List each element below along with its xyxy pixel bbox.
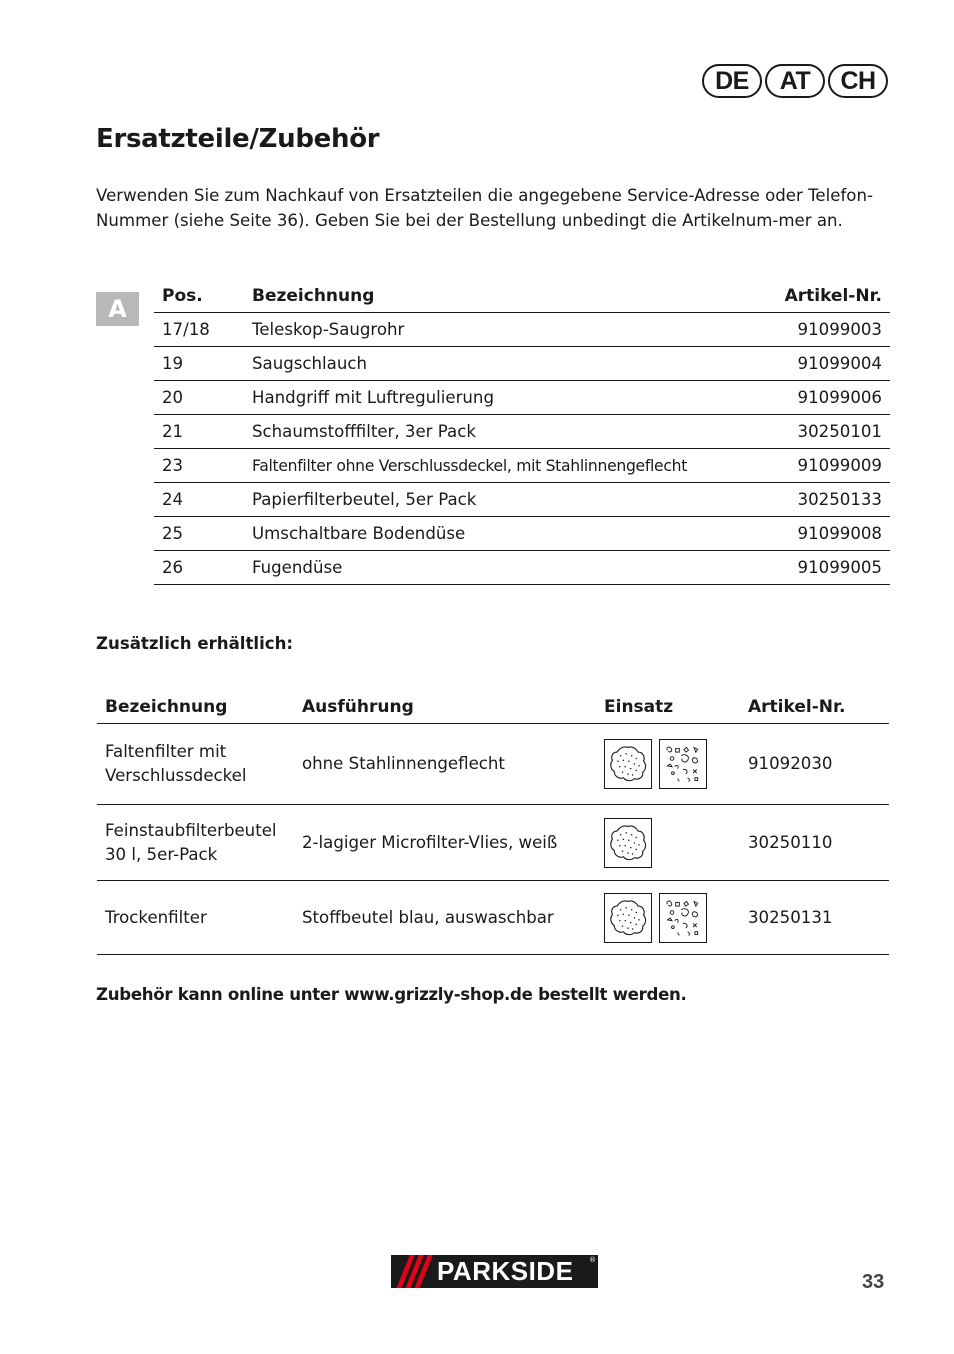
table-row bbox=[97, 805, 889, 881]
cell-article: 30250110 bbox=[740, 805, 889, 881]
cell-name: Umschaltbare Bodendüse bbox=[244, 517, 764, 551]
country-badge-de: DE bbox=[702, 64, 762, 98]
cell-article: 91099006 bbox=[764, 381, 890, 415]
cell-pos: 19 bbox=[154, 347, 244, 381]
table-row bbox=[97, 881, 889, 955]
cell-variant: 2-lagiger Microfilter-Vlies, weiß bbox=[294, 805, 596, 881]
cell-article: 91099003 bbox=[764, 313, 890, 347]
cell-name: Feinstaubfilterbeutel 30 l, 5er-Pack bbox=[97, 805, 294, 881]
col-header-name: Bezeichnung bbox=[252, 286, 375, 306]
cell-article: 91099004 bbox=[764, 347, 890, 381]
table-row bbox=[154, 449, 890, 483]
col-header-pos: Pos. bbox=[162, 286, 203, 306]
cell-use bbox=[596, 805, 740, 881]
cell-name: Schaumstofffilter, 3er Pack bbox=[244, 415, 764, 449]
cell-variant: ohne Stahlinnengeflecht bbox=[294, 724, 596, 805]
parts-table-header bbox=[154, 280, 890, 313]
cell-name: Saugschlauch bbox=[244, 347, 764, 381]
extra-heading: Zusätzlich erhältlich: bbox=[96, 634, 294, 653]
cell-name: Handgriff mit Luftregulierung bbox=[244, 381, 764, 415]
cell-article: 30250133 bbox=[764, 483, 890, 517]
accessories-table bbox=[97, 690, 889, 955]
col-header-variant: Ausführung bbox=[294, 690, 596, 724]
table-row bbox=[154, 517, 890, 551]
cell-article: 91099005 bbox=[764, 551, 890, 585]
table-row bbox=[154, 381, 890, 415]
fine-dust-icon bbox=[604, 893, 652, 943]
fine-dust-icon bbox=[604, 739, 652, 789]
cell-name: Faltenfilter ohne Verschlussdeckel, mit Stahlinnengeflecht bbox=[244, 449, 764, 483]
col-header-name: Bezeichnung bbox=[97, 690, 294, 724]
table-row bbox=[154, 313, 890, 347]
table-row bbox=[154, 347, 890, 381]
cell-article: 30250131 bbox=[740, 881, 889, 955]
cell-article: 91099008 bbox=[764, 517, 890, 551]
cell-name: Fugendüse bbox=[244, 551, 764, 585]
cell-pos: 23 bbox=[154, 449, 244, 483]
parkside-logo bbox=[391, 1255, 598, 1288]
cell-pos: 17/18 bbox=[154, 313, 244, 347]
cell-name: Trockenfilter bbox=[97, 881, 294, 955]
parts-table bbox=[154, 280, 890, 585]
accessories-table-header bbox=[97, 690, 889, 724]
cell-use bbox=[596, 881, 740, 955]
table-row bbox=[97, 724, 889, 805]
table-row bbox=[154, 415, 890, 449]
col-header-use: Einsatz bbox=[596, 690, 740, 724]
country-badge-at: AT bbox=[765, 64, 825, 98]
brand-wordmark: PARKSIDE bbox=[437, 1256, 574, 1286]
footer-note: Zubehör kann online unter www.grizzly-shop.de bestellt werden. bbox=[96, 985, 687, 1004]
col-header-article: Artikel-Nr. bbox=[740, 690, 889, 724]
logo-stripes-icon bbox=[391, 1255, 437, 1288]
registered-icon: ® bbox=[589, 1256, 596, 1264]
cell-pos: 21 bbox=[154, 415, 244, 449]
cell-name: Faltenfilter mit Verschlussdeckel bbox=[97, 724, 294, 805]
coarse-dirt-icon bbox=[659, 739, 707, 789]
cell-pos: 26 bbox=[154, 551, 244, 585]
coarse-dirt-icon bbox=[659, 893, 707, 943]
cell-name: Teleskop-Saugrohr bbox=[244, 313, 764, 347]
cell-name: Papierfilterbeutel, 5er Pack bbox=[244, 483, 764, 517]
country-badge-ch: CH bbox=[828, 64, 888, 98]
table-row bbox=[154, 551, 890, 585]
fine-dust-icon bbox=[604, 818, 652, 868]
cell-use bbox=[596, 724, 740, 805]
cell-pos: 25 bbox=[154, 517, 244, 551]
cell-pos: 24 bbox=[154, 483, 244, 517]
page-title: Ersatzteile/Zubehör bbox=[96, 124, 380, 154]
table-row bbox=[154, 483, 890, 517]
cell-pos: 20 bbox=[154, 381, 244, 415]
page-number: 33 bbox=[862, 1271, 885, 1293]
cell-article: 91099009 bbox=[764, 449, 890, 483]
section-label: A bbox=[96, 292, 139, 326]
cell-article: 91092030 bbox=[740, 724, 889, 805]
cell-article: 30250101 bbox=[764, 415, 890, 449]
col-header-article: Artikel-Nr. bbox=[784, 286, 882, 306]
cell-variant: Stoffbeutel blau, auswaschbar bbox=[294, 881, 596, 955]
intro-paragraph: Verwenden Sie zum Nachkauf von Ersatzteilen die angegebene Service-Adresse oder Telefon-Nummer (siehe Seite 36). Geben Sie bei der Bestellung unbedingt die Artikelnum-mer an. bbox=[96, 186, 873, 230]
